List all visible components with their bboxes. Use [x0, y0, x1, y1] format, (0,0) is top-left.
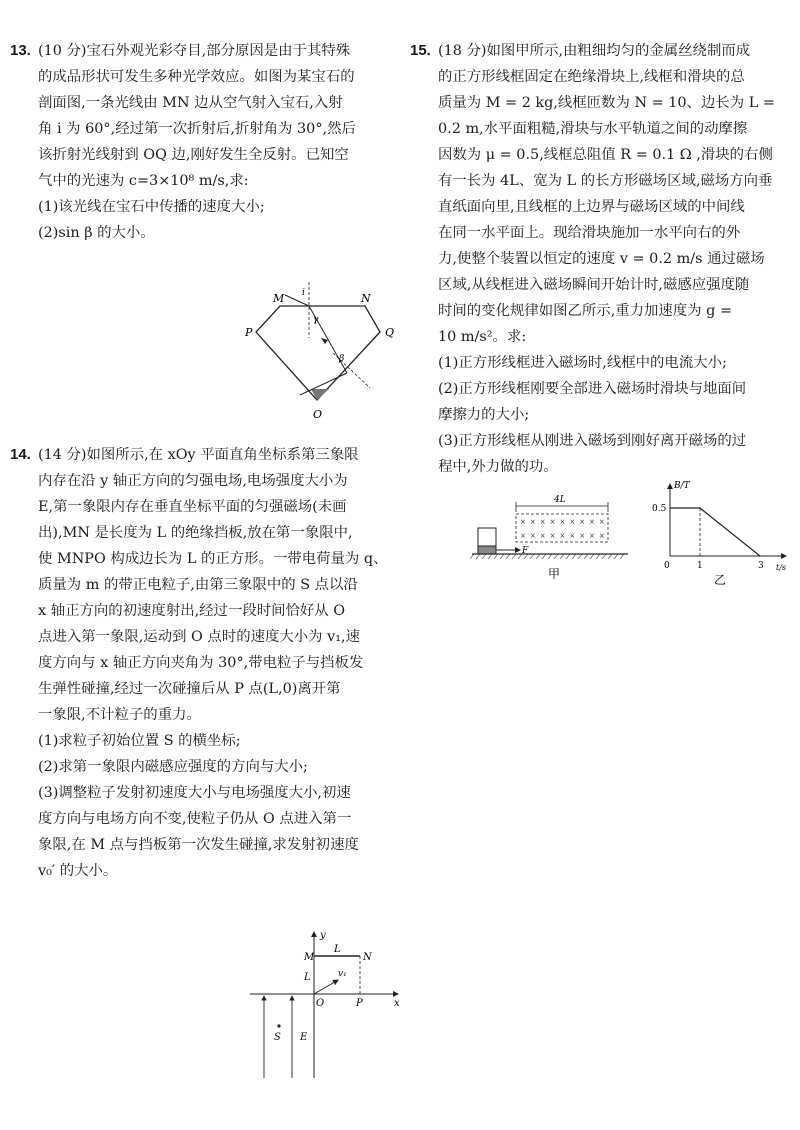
svg-text:×××××××××: ××××××××× — [520, 532, 609, 540]
tick-x-0: 0 — [664, 561, 670, 571]
label-m: M — [273, 292, 285, 305]
q14-line-1: (14 分)如图所示,在 xOy 平面直角坐标系第三象限 — [38, 447, 359, 463]
q14-line-8: 点进入第一象限,运动到 O 点时的速度大小为 v₁,速 — [38, 629, 360, 645]
q14-sub-1: (1)求粒子初始位置 S 的横坐标; — [38, 733, 241, 749]
question-15 — [410, 38, 787, 480]
label-v1: v₁ — [338, 969, 347, 979]
axis-y-label: y — [320, 930, 326, 941]
q15-line-9: 力,使整个装置以恒定的速度 v = 0.2 m/s 通过磁场 — [438, 251, 765, 267]
q15-line-5: 因数为 μ = 0.5,线框总阻值 R = 0.1 Ω ,滑块的右侧 — [438, 147, 773, 163]
q15-line-1: (18 分)如图甲所示,由粗细均匀的金属丝绕制而成 — [438, 43, 751, 59]
q14-sub-2: (2)求第一象限内磁感应强度的方向与大小; — [38, 759, 308, 775]
q13-line-6: 气中的光速为 c=3×10⁸ m/s,求: — [38, 173, 249, 189]
question-number: 15. — [410, 42, 431, 59]
q15-line-8: 在同一水平面上。现给滑块施加一水平向右的外 — [438, 225, 741, 241]
q13-line-1: (10 分)宝石外观光彩夺目,部分原因是由于其特殊 — [38, 43, 351, 59]
q14-line-10: 生弹性碰撞,经过一次碰撞后从 P 点(L,0)离开第 — [38, 681, 341, 697]
label-angle-beta: β — [339, 354, 345, 364]
label-angle-i: i — [302, 288, 305, 298]
label-4l: 4L — [554, 495, 566, 505]
b-t-curve — [670, 508, 760, 556]
label-f: F — [522, 546, 529, 556]
label-o: O — [313, 408, 323, 421]
q13-line-2: 的成品形状可发生多种光学效应。如图为某宝石的 — [38, 69, 355, 85]
q13-line-3: 剖面图,一条光线由 MN 边从空气射入宝石,入射 — [38, 95, 343, 111]
q13-line-4: 角 i 为 60°,经过第一次折射后,折射角为 30°,然后 — [38, 121, 356, 137]
q15-sub-3: (3)正方形线框从刚进入磁场到刚好离开磁场的过 — [438, 433, 747, 449]
tick-x-3: 3 — [758, 561, 764, 571]
q15-sub-2: (2)正方形线框刚要全部进入磁场时滑块与地面间 — [438, 381, 747, 397]
q15-sub-3-cont: 程中,外力做的功。 — [438, 459, 558, 475]
q15-line-7: 直纸面向里,且线框的上边界与磁场区域的中间线 — [438, 199, 745, 215]
q13-line-5: 该折射光线射到 OQ 边,刚好发生全反射。已知空 — [38, 147, 349, 163]
q14-line-9: 度方向与 x 轴正方向夹角为 30°,带电粒子与挡板发 — [38, 655, 364, 671]
caption-yi: 乙 — [714, 573, 727, 587]
label-l-side: L — [304, 972, 311, 983]
label-p: P — [245, 326, 253, 339]
question-13 — [10, 38, 398, 246]
label-angle-gamma: γ — [313, 315, 319, 325]
q15-line-2: 的正方形线框固定在绝缘滑块上,线框和滑块的总 — [438, 69, 745, 85]
label-o: O — [316, 998, 325, 1009]
label-n: N — [363, 952, 372, 963]
q14-line-4: 出),MN 是长度为 L 的绝缘挡板,放在第一象限中, — [38, 525, 353, 541]
q15-line-6: 有一长为 4L、宽为 L 的长方形磁场区域,磁场方向垂 — [438, 173, 773, 189]
left-column — [10, 38, 400, 1043]
q15-line-4: 0.2 m,水平面粗糙,滑块与水平轨道之间的动摩擦 — [438, 121, 748, 137]
apparatus-figure — [470, 488, 630, 588]
q14-line-6: 质量为 m 的带正电粒子,由第三象限中的 S 点以沿 — [38, 577, 358, 593]
q14-line-11: 一象限,不计粒子的重力。 — [38, 707, 201, 723]
q15-line-11: 时间的变化规律如图乙所示,重力加速度为 g = — [438, 303, 733, 319]
caption-jia: 甲 — [548, 567, 561, 581]
q14-sub-3-cont-3: v₀′ 的大小。 — [38, 863, 118, 879]
label-s: S — [274, 1032, 281, 1043]
question-14 — [10, 442, 398, 884]
q14-line-7: x 轴正方向的初速度射出,经过一段时间恰好从 O — [38, 603, 346, 619]
q13-sub-2: (2)sin β 的大小。 — [38, 225, 155, 241]
label-e: E — [300, 1032, 308, 1043]
label-l-top: L — [334, 944, 341, 955]
tick-x-1: 1 — [697, 561, 703, 571]
label-q: Q — [385, 326, 395, 339]
q15-line-3: 质量为 M = 2 kg,线框匝数为 N = 10、边长为 L = — [438, 95, 775, 111]
graph-x-label: t/s — [776, 563, 787, 572]
q14-sub-3-cont-1: 度方向与电场方向不变,使粒子仍从 O 点进入第一 — [38, 811, 352, 827]
q15-sub-2-cont: 摩擦力的大小; — [438, 407, 530, 423]
q14-line-5: 使 MNPO 构成边长为 L 的正方形。一带电荷量为 q、 — [38, 551, 388, 567]
q15-sub-1: (1)正方形线框进入磁场时,线框中的电流大小; — [438, 355, 727, 371]
q14-sub-3-cont-2: 象限,在 M 点与挡板第一次发生碰撞,求发射初速度 — [38, 837, 359, 853]
tick-y-05: 0.5 — [652, 504, 667, 514]
q15-line-10: 区域,从线框进入磁场瞬间开始计时,磁感应强度随 — [438, 277, 750, 293]
gem-figure — [245, 260, 405, 430]
label-p: P — [356, 998, 363, 1009]
graph-y-label: B/T — [674, 481, 690, 491]
question-number: 13. — [10, 42, 31, 59]
q14-line-3: E,第一象限内存在垂直坐标平面的匀强磁场(未画 — [38, 499, 347, 515]
axis-x-label: x — [394, 998, 400, 1009]
label-m: M — [304, 952, 315, 963]
q13-sub-1: (1)该光线在宝石中传播的速度大小; — [38, 199, 265, 215]
q14-sub-3: (3)调整粒子发射初速度大小与电场强度大小,初速 — [38, 785, 351, 801]
b-t-graph — [648, 478, 790, 588]
right-column — [410, 38, 787, 587]
coordinate-figure — [242, 928, 402, 1088]
q15-line-12: 10 m/s²。求: — [438, 329, 527, 345]
q14-line-2: 内存在沿 y 轴正方向的匀强电场,电场强度大小为 — [38, 473, 348, 489]
svg-text:×××××××××: ××××××××× — [520, 518, 609, 526]
label-n: N — [361, 292, 371, 305]
question-number: 14. — [10, 446, 31, 463]
